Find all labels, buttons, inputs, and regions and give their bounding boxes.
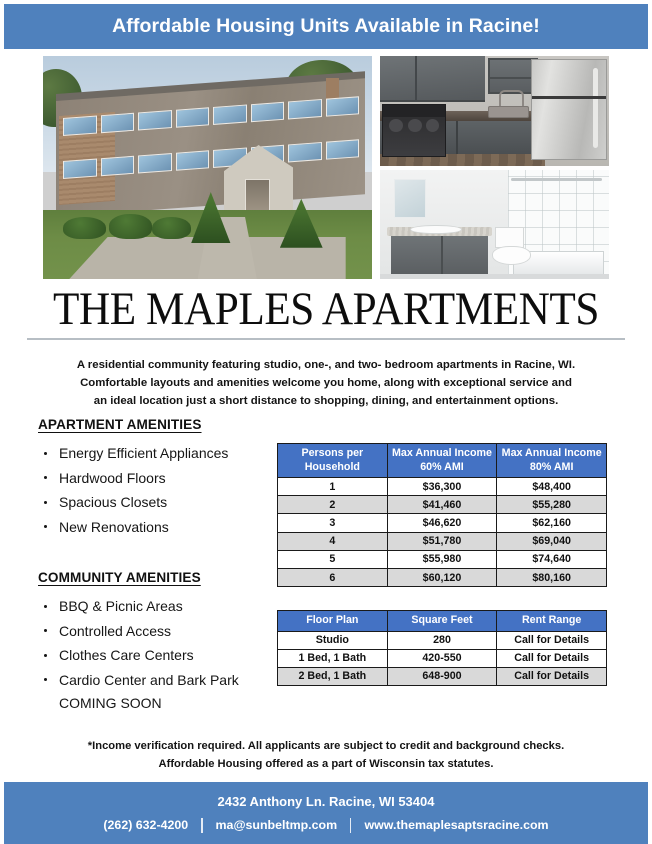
window: [138, 110, 172, 130]
kitchen-sink: [488, 106, 529, 118]
banner-title: Affordable Housing Units Available in Racine!: [112, 15, 540, 37]
shrub: [109, 214, 152, 239]
cell-floor-plan: Studio: [278, 631, 388, 649]
table-row: [278, 496, 607, 514]
cell-persons: 3: [278, 514, 388, 532]
cell-square-feet: 280: [387, 631, 497, 649]
mirror: [394, 179, 426, 218]
table-row: [278, 631, 607, 649]
community-description: A residential community featuring studio, one-, and two- bedroom apartments in Racine, WI. Comfortable layouts and amenities welcome you home, along with exceptional service and an ideal location just a short distance to shopping, dining, and entertainment options.: [76, 359, 576, 408]
window: [213, 105, 247, 125]
cell-income-60: $36,300: [387, 478, 497, 496]
table-row: [278, 532, 607, 550]
cell-income-60: $41,460: [387, 496, 497, 514]
footer-website[interactable]: www.themaplesaptsracine.com: [364, 818, 549, 832]
apartment-amenities-section: [38, 417, 273, 539]
refrigerator-handle: [593, 68, 598, 147]
cell-rent-range: Call for Details: [497, 667, 607, 685]
footer-email[interactable]: ma@sunbeltmp.com: [215, 818, 338, 832]
disclaimer-line-1: *Income verification required. All applicants are subject to credit and background checks.: [87, 740, 565, 752]
cell-persons: 4: [278, 532, 388, 550]
table-row: [278, 568, 607, 586]
list-item: Controlled Access: [38, 619, 273, 644]
cell-rent-range: Call for Details: [497, 649, 607, 667]
window: [175, 108, 209, 128]
window: [325, 139, 359, 159]
cell-floor-plan: 1 Bed, 1 Bath: [278, 649, 388, 667]
cell-income-80: $55,280: [497, 496, 607, 514]
list-item: Hardwood Floors: [38, 466, 273, 491]
range-backsplash: [383, 105, 445, 116]
cell-persons: 1: [278, 478, 388, 496]
upper-cabinets: [380, 56, 485, 102]
cell-income-80: $80,160: [497, 568, 607, 586]
cell-income-80: $69,040: [497, 532, 607, 550]
cell-income-60: $51,780: [387, 532, 497, 550]
cell-income-80: $74,640: [497, 550, 607, 568]
cell-income-60: $55,980: [387, 550, 497, 568]
burner: [389, 119, 403, 132]
header-banner: [4, 4, 648, 49]
page-title: THE MAPLES APARTMENTS: [53, 283, 599, 335]
toilet-tank: [495, 227, 525, 249]
footer-phone[interactable]: (262) 632-4200: [103, 818, 189, 832]
table-row: [278, 514, 607, 532]
kitchen-interior-photo: [380, 56, 609, 166]
column-header-max-income-80-ami: Max Annual Income 80% AMI: [497, 444, 607, 478]
cell-income-60: $60,120: [387, 568, 497, 586]
table-row: [278, 550, 607, 568]
shrub: [63, 217, 106, 239]
table-row: [278, 649, 607, 667]
cell-income-80: $48,400: [497, 478, 607, 496]
column-header-persons-per-household: Persons per Household: [278, 444, 388, 478]
apartment-amenities-list: [38, 441, 273, 539]
refrigerator: [531, 59, 607, 160]
cell-floor-plan: 2 Bed, 1 Bath: [278, 667, 388, 685]
disclaimer-line-2: Affordable Housing offered as a part of Wisconsin tax statutes.: [158, 757, 494, 770]
footer-bar: [4, 782, 648, 844]
gas-range: [382, 104, 446, 157]
photo-collage: [43, 56, 609, 279]
list-item: New Renovations: [38, 515, 273, 540]
cell-square-feet: 648-900: [387, 667, 497, 685]
column-header-square-feet: Square Feet: [387, 611, 497, 632]
coming-soon-note: COMING SOON: [59, 695, 162, 711]
separator: [201, 818, 202, 833]
window: [63, 116, 97, 136]
community-amenities-heading: COMMUNITY AMENITIES: [38, 570, 201, 585]
window: [63, 158, 97, 178]
separator: [350, 818, 351, 833]
shower-rod: [511, 178, 603, 181]
window: [250, 102, 284, 122]
burner: [426, 119, 440, 132]
window: [288, 99, 322, 119]
cell-square-feet: 420-550: [387, 649, 497, 667]
column-header-floor-plan: Floor Plan: [278, 611, 388, 632]
list-item: Clothes Care Centers: [38, 643, 273, 668]
list-item: Spacious Closets: [38, 490, 273, 515]
community-amenities-section: [38, 570, 273, 714]
table-row: [278, 667, 607, 685]
cell-persons: 2: [278, 496, 388, 514]
window: [175, 150, 209, 170]
table-header-row: [278, 611, 607, 632]
bathroom-interior-photo: [380, 170, 609, 279]
floor-plan-table: [277, 610, 607, 686]
table-row: [278, 478, 607, 496]
window: [288, 142, 322, 162]
list-item: Cardio Center and Bark Park: [38, 668, 273, 693]
cell-persons: 6: [278, 568, 388, 586]
community-amenities-list: [38, 594, 273, 692]
column-header-rent-range: Rent Range: [497, 611, 607, 632]
window: [138, 153, 172, 173]
burner: [408, 119, 422, 132]
title-divider: [27, 338, 625, 340]
list-item: BBQ & Picnic Areas: [38, 594, 273, 619]
cell-income-80: $62,160: [497, 514, 607, 532]
window: [100, 156, 134, 176]
apartment-amenities-heading: APARTMENT AMENITIES: [38, 417, 202, 432]
shrub: [152, 217, 191, 239]
table-header-row: [278, 444, 607, 478]
vanity-cabinet: [391, 236, 487, 275]
list-item: Energy Efficient Appliances: [38, 441, 273, 466]
disclaimer-text: [76, 738, 576, 773]
apartment-building-exterior-photo: [43, 56, 372, 279]
footer-contact-row: [103, 818, 548, 833]
toilet-bowl: [492, 246, 531, 265]
income-limits-table: [277, 443, 607, 587]
bathroom-floor: [380, 274, 609, 279]
cell-income-60: $46,620: [387, 514, 497, 532]
column-header-max-income-60-ami: Max Annual Income 60% AMI: [387, 444, 497, 478]
window: [325, 97, 359, 117]
footer-address: 2432 Anthony Ln. Racine, WI 53404: [217, 793, 435, 809]
window: [100, 113, 134, 133]
cell-rent-range: Call for Details: [497, 631, 607, 649]
cell-persons: 5: [278, 550, 388, 568]
